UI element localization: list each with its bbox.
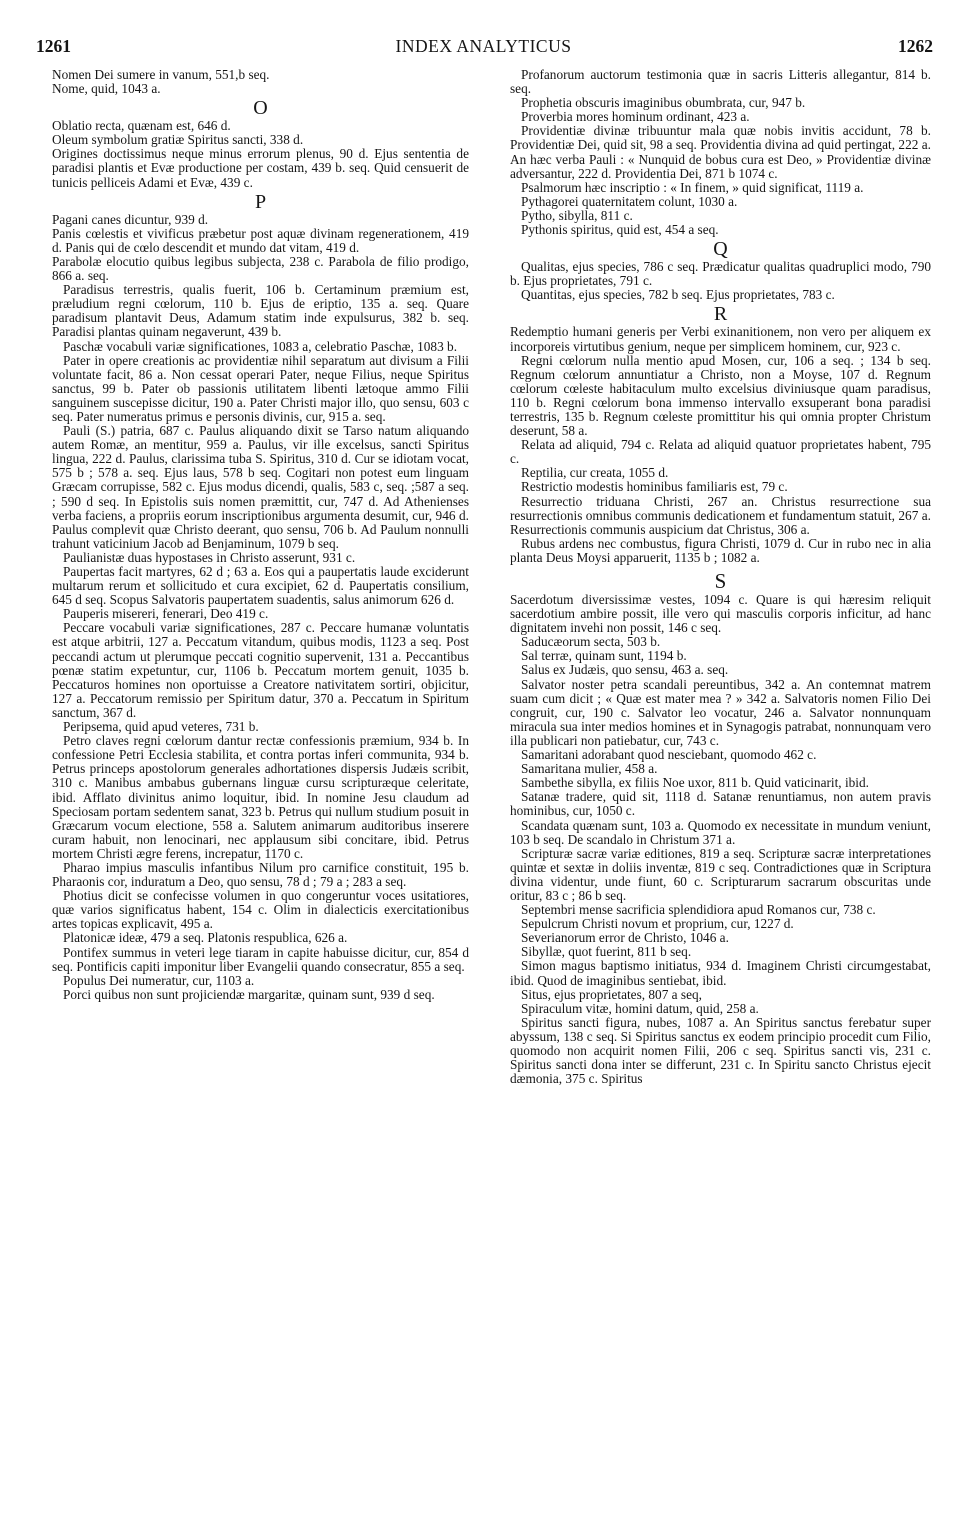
index-entry: Reptilia, cur creata, 1055 d. xyxy=(521,465,669,481)
section-letter: O xyxy=(253,97,268,120)
index-entry: Panis cœlestis et vivificus præbetur post aquæ divinam regenerationem, 419 d. Panis qui de cœlo descendit et mundo dat vitam, 419 d. xyxy=(52,225,469,255)
index-entry: Rubus ardens nec combustus, figura Christi, 1079 d. Cur in rubo nec in alia planta Deus Moysi apparuerit, 1135 b ; 1082 a. xyxy=(510,535,931,565)
index-entry: Samaritana mulier, 458 a. xyxy=(521,761,658,777)
index-entry: Salvator noster petra scandali pereuntibus, 342 a. An contemnat matrem suam cum dicit ; « Quæ est mater mea ? » 342 a. Salvatoris nomen Filio Dei congruit, cur, 190 c. Salvator leo vocatur, 246 a. Salvator nonnunquam miracula sua inter medios homines et in Synagogis patrabat, nonnunquam vero illa publicari non patiebatur, cur, 743 c. xyxy=(510,676,931,748)
index-entry: Paradisus terrestris, qualis fuerit, 106 b. Certaminum præmium est, præludium regni cœlorum, 110 b. Ejus de eriptio, 135 a. seq. Quare paradisum plantavit Deus, Adamum statim inde expulsurus, 382 b. seq. Paradisi plantas quinam negaverunt, 439 b. xyxy=(52,282,469,340)
index-entry: Scandata quænam sunt, 103 a. Quomodo ex necessitate in mundum veniunt, 103 b seq. De scandalo in Christum 371 a. xyxy=(510,817,931,847)
index-entry: Populus Dei numeratur, cur, 1103 a. xyxy=(63,972,255,988)
index-entry: Pharao impius masculis infantibus Nilum pro carnifice constituit, 195 b. Pharaonis cor, induratum a Deo, quo sensu, 78 d ; 79 a ; 283 a seq. xyxy=(52,859,469,890)
index-entry: Pater in opere creationis ac providentiæ nihil separatum aut divisum a Filii voluntate facit, 86 a. Non cessat operari Pater, neque Filius, neque Spiritus sanctus, 99 b. Pater ob passionis utilitatem libenti lætoque ammo Filii sanguinem suscepisse dicitur, 190 a. Pater Christi major illo, quo sensu, 603 c seq. Pater numeratus primus e personis divinis, cur, 915 a. seq. xyxy=(52,352,469,424)
index-entry: Photius dicit se confecisse volumen in quo congeruntur voces usitatiores, quæ varios significatus habent, 154 c. Olim in dialecticis exercitationibus artes topicas explicavit, 495 a. xyxy=(52,888,469,932)
running-title: INDEX ANALYTICUS xyxy=(395,36,572,56)
index-entry: Pagani canes dicuntur, 939 d. xyxy=(52,211,209,227)
index-entry: Oblatio recta, quænam est, 646 d. xyxy=(52,118,231,134)
section-letter: P xyxy=(254,190,267,213)
index-entry: Salus ex Judæis, quo sensu, 463 a. seq. xyxy=(521,662,729,678)
index-entry: Qualitas, ejus species, 786 c seq. Prædicatur qualitas quadruplici modo, 790 b. Ejus proprietates, 791 c. xyxy=(510,259,931,289)
index-entry: Pauperis misereri, fenerari, Deo 419 c. xyxy=(63,606,269,622)
index-entry: Simon magus baptismo initiatus, 934 d. Imaginem Christi circumgestabat, ibid. Quod de imaginibus sentiebat, ibid. xyxy=(510,958,931,988)
index-entry: Platonicæ ideæ, 479 a seq. Platonis respublica, 626 a. xyxy=(63,930,348,946)
index-entry: Scripturæ sacræ variæ editiones, 819 a seq. Scripturæ sacræ interpretationes quintæ et sextæ in doliis inventæ, 819 c seq. Contradictiones quæ in Scriptura divina videntur, unde fiunt, 60 c. Scripturarum sacrarum obscuritas unde oritur, 83 c ; 86 b seq. xyxy=(510,845,931,903)
index-entry: Prophetia obscuris imaginibus obumbrata, cur, 947 b. xyxy=(521,95,806,111)
index-entry: Peccare vocabuli variæ significationes, 287 c. Peccare humanæ voluntatis est atque arbitrii, 127 a. Peccatum vitandum, quibus modis, 1123 a seq. Post peccandi actum ut plerumque peccati cognitio supervenit, 131 a. Peccantibus pœnæ statim expetuntur, cur, 1106 b. Peccatum mortem genuit, 1035 b. Peccaturos homines non oportuisse a Creatore nativitatem sortiri, objicitur, 127 a. Peccatorum remissio per Spiritum datur, 370 a. Peccatum in Spiritum sanctum, 367 d. xyxy=(52,620,469,720)
index-entry: Profanorum auctorum testimonia quæ in sacris Litteris allegantur, 814 b. seq. xyxy=(510,68,931,97)
index-entry: Satanæ tradere, quid sit, 1118 d. Satanæ renuntiamus, non autem pravis hominibus, cur, 1050 c. xyxy=(510,789,931,819)
index-entry: Pythagorei quaternitatem colunt, 1030 a. xyxy=(521,193,738,209)
index-entry: Sambethe sibylla, ex filiis Noe uxor, 811 b. Quid vaticinarit, ibid. xyxy=(521,775,869,791)
section-letter: Q xyxy=(713,238,728,261)
index-entry: Pontifex summus in veteri lege tiaram in capite habuisse dicitur, cur, 854 d seq. Pontificis capiti imponitur liber Evangelii quando consecratur, 855 a seq. xyxy=(52,944,469,974)
index-entry: Sal terræ, quinam sunt, 1194 b. xyxy=(521,648,687,664)
index-entry: Psalmorum hæc inscriptio : « In finem, » quid significat, 1119 a. xyxy=(521,179,864,195)
page-number-left: 1261 xyxy=(36,36,71,56)
index-entry: Porci quibus non sunt projiciendæ margaritæ, quinam sunt, 939 d seq. xyxy=(63,986,435,1002)
index-entry: Oleum symbolum gratiæ Spiritus sancti, 338 d. xyxy=(52,132,304,148)
index-entry: Saducæorum secta, 503 b. xyxy=(521,634,661,650)
section-letter: R xyxy=(713,303,728,326)
index-entry: Nome, quid, 1043 a. xyxy=(52,81,161,97)
page-number-right: 1262 xyxy=(898,36,933,56)
index-entry: Paulianistæ duas hypostases in Christo asserunt, 931 c. xyxy=(63,549,356,565)
index-entry: Petro claves regni cœlorum dantur rectæ confessionis præmium, 934 b. In confessione Petri Ecclesia stabilita, et contra portas inferi communita, 934 b. Petrus princeps apostolorum generales adhortationes dispersis Judæis scribit, 310 c. Manibus ambabus gubernans linguæ cursu scripturæque celeritate, ibid. Afflato divinitus animo loquitur, ibid. In nomine Jesu claudum ad Speciosam portam sedentem sanat, 323 b. Petrus qui nullum studium posuit in Græcarum vocum electione, 558 a. Salutem animarum auditoribus inserere curam habuit, non lenocinari, nec applausum sibi concitare, ibid. Petrus mortem Christi ægre ferens, increpatur, 1170 c. xyxy=(52,733,469,861)
index-entry: Parabolæ elocutio quibus legibus subjecta, 238 c. Parabola de filio prodigo, 866 a. seq. xyxy=(52,253,469,284)
index-entry: Pythonis spiritus, quid est, 454 a seq. xyxy=(521,222,719,238)
index-entry: Relata ad aliquid, 794 c. Relata ad aliquid quatuor proprietates habent, 795 c. xyxy=(510,437,931,467)
index-entry: Regni cœlorum nulla mentio apud Mosen, cur, 106 a seq. ; 134 b seq. Regnum cœlorum annuntiatur a Christo, non a Moyse, 107 d. Regnum cœlorum cœleste habitaculum multo excelsius diviniusque quam paradisus, 110 b. Regni cœlorum bona immenso intervallo exsuperant bona paradisi terrestris, 135 b. Regnum cœleste promittitur his qui omnia propter Christum deserunt, 58 a. xyxy=(510,352,931,439)
index-entry: Pytho, sibylla, 811 c. xyxy=(521,207,633,223)
index-entry: Samaritani adorabant quod nesciebant, quomodo 462 c. xyxy=(521,747,817,763)
index-entry: Peripsema, quid apud veteres, 731 b. xyxy=(63,719,259,735)
index-entry: Pauli (S.) patria, 687 c. Paulus aliquando dixit se Tarso natum aliquando autem Romæ, an mentitur, 959 a. Paulus, vir ille excelsus, sancti Spiritus lingua, 222 d. Paulus, clarissima tuba S. Spiritus, 310 d. Cur se idiotam vocat, 575 b ; 578 a. seq. Ejus laus, 578 b seq. Cogitari non potest eum linguam Græcam corrupisse, 582 c. Ejus modus dicendi, qualis, 583 c, seq. ;587 a seq. ; 590 d seq. In Epistolis suis nomen præmittit, cur, 747 d. Ad Athenienses verba faciens, a propriis eorum inscriptionibus argumenta desumit, cur, 946 d. Paulus complevit quæ Christo deerant, quo sensu, 706 b. Ad Paulum nonnulli trahunt vaticinium Jacob ad Benjaminum, 1079 b seq. xyxy=(52,423,469,551)
index-entry: Spiritus sancti figura, nubes, 1087 a. An Spiritus sanctus ferebatur super abyssum, 138 c seq. Si Spiritus sanctus ex eodem principio procedit cum Filio, quomodo non acquirit nomen Filii, 206 c seq. Spiritus sancti vis, 231 c. Spiritus sancti dona inter se differunt, 231 c. In Spiritu sancto Christus ejecit dæmonia, 375 c. Spiritus xyxy=(510,1014,931,1087)
index-entry: Situs, ejus proprietates, 807 a seq, xyxy=(521,986,702,1002)
left-column xyxy=(52,68,469,1520)
index-entry: Origines doctissimus neque minus errorum plenus, 90 d. Ejus sententia de paradisi plantis et Evæ productione per costam, 439 b. seq. Quid censuerit de tunicis pelliceis Adami et Evæ, 439 c. xyxy=(52,146,469,190)
index-entry: Septembri mense sacrificia splendidiora apud Romanos cur, 738 c. xyxy=(521,902,876,918)
index-entry: Paschæ vocabuli variæ significationes, 1083 a, celebratio Paschæ, 1083 b. xyxy=(63,338,458,354)
index-entry: Resurrectio triduana Christi, 267 an. Christus resurrectione sua resurrectionis omnibus communis dedicationem et fundamentum statuit, 267 a. Resurrectionis communis auspicium dat Christus, 306 a. xyxy=(510,493,931,537)
index-entry: Proverbia mores hominum ordinant, 423 a. xyxy=(521,109,750,125)
index-entry: Redemptio humani generis per Verbi exinanitionem, non vero per aliquem ex incorporeis virtutibus genium, neque per simplicem hominem, cur, 923 c. xyxy=(510,324,931,354)
index-entry: Restrictio modestis hominibus familiaris est, 79 c. xyxy=(521,479,788,495)
index-entry: Quantitas, ejus species, 782 b seq. Ejus proprietates, 783 c. xyxy=(521,287,835,303)
index-entry: Sacerdotum diversissimæ vestes, 1094 c. Quare is qui hæresim reliquit sacerdotium ambire possit, ille vero qui masculis corporis inficitur, ad hanc dignitatem invehi non possit, 146 c seq. xyxy=(510,592,931,636)
section-letter: S xyxy=(714,569,727,593)
right-column xyxy=(510,68,931,1520)
index-entry: Providentiæ divinæ tribuuntur mala quæ nobis invitis accidunt, 78 b. Providentiæ Dei, quid sit, 98 a seq. Providentia divina ad quid pertingat, 222 a. An hæc verba Pauli : « Nunquid de bobus cura est Deo, » Providentiæ divinæ adversantur, 222 d. Providentia Dei, 871 b 1074 c. xyxy=(510,123,931,181)
index-entry: Severianorum error de Christo, 1046 a. xyxy=(521,930,729,946)
index-entry: Sibyllæ, quot fuerint, 811 b seq. xyxy=(521,944,692,960)
index-entry: Paupertas facit martyres, 62 d ; 63 a. Eos qui a paupertatis laude exciderunt multarum rerum et sollicitudo et cura excipiet, 62 d. Paupertatis consilium, 645 d seq. Scopus Salvatoris paupertatem suadentis, salus animorum 626 d. xyxy=(52,564,469,608)
index-entry: Spiraculum vitæ, homini datum, quid, 258 a. xyxy=(521,1000,759,1016)
index-entry: Nomen Dei sumere in vanum, 551,b seq. xyxy=(52,68,270,82)
running-header xyxy=(30,34,937,60)
index-entry: Sepulcrum Christi novum et proprium, cur, 1227 d. xyxy=(521,916,794,932)
